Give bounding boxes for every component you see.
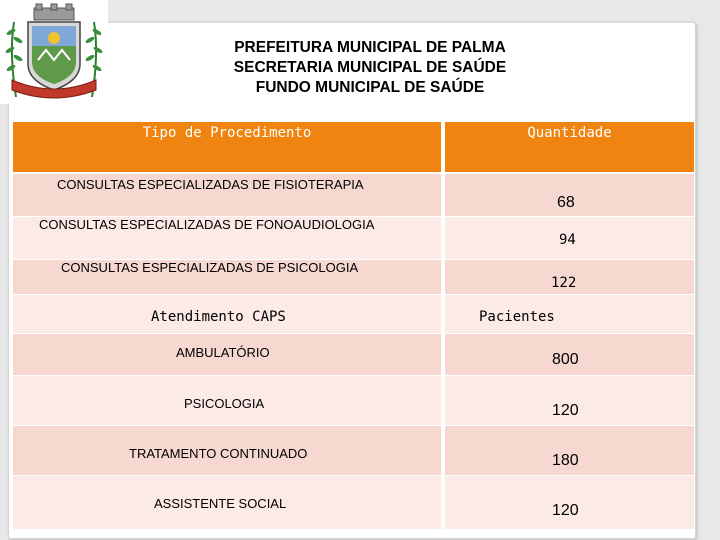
caps-service-name: TRATAMENTO CONTINUADO xyxy=(129,446,308,461)
caps-patients: 120 xyxy=(552,402,579,419)
procedure-quantity: 122 xyxy=(551,275,577,291)
caps-count-header-cell xyxy=(445,295,694,333)
table-cell-patients-2 xyxy=(445,376,694,425)
header-line-prefeitura: PREFEITURA MUNICIPAL DE PALMA xyxy=(234,39,506,56)
caps-patients: 120 xyxy=(552,502,579,519)
table-cell-patients-4 xyxy=(445,476,694,529)
table-row-caps-4 xyxy=(13,476,441,529)
procedures-table xyxy=(13,122,694,529)
procedure-name: CONSULTAS ESPECIALIZADAS DE FONOAUDIOLOGIA xyxy=(39,217,375,232)
table-cell-patients-1 xyxy=(445,334,694,375)
table-row-caps-1 xyxy=(13,334,441,375)
column-header-quantity: Quantidade xyxy=(527,125,612,141)
table-cell-quantity-1 xyxy=(445,174,694,216)
procedure-name: CONSULTAS ESPECIALIZADAS DE FISIOTERAPIA xyxy=(57,177,364,192)
caps-patients: 180 xyxy=(552,452,579,469)
table-row-caps-3 xyxy=(13,426,441,475)
caps-patients: 800 xyxy=(552,351,579,368)
caps-service-name: PSICOLOGIA xyxy=(184,396,265,411)
procedure-quantity: 68 xyxy=(557,194,575,211)
caps-service-name: AMBULATÓRIO xyxy=(176,345,270,360)
header-cell-procedure xyxy=(13,122,441,172)
caps-header-cell xyxy=(13,295,441,333)
table-cell-quantity-3 xyxy=(445,260,694,294)
table-row-procedure-1 xyxy=(13,174,441,216)
header-cell-quantity xyxy=(445,122,694,172)
table-row-procedure-2 xyxy=(13,217,441,259)
column-header-procedure: Tipo de Procedimento xyxy=(142,125,312,141)
header-line-fundo: FUNDO MUNICIPAL DE SAÚDE xyxy=(255,79,485,96)
table-row-procedure-3 xyxy=(13,260,441,294)
coat-of-arms-icon xyxy=(2,2,106,102)
caps-count-label: Pacientes xyxy=(479,309,555,325)
caps-section-label: Atendimento CAPS xyxy=(151,309,286,325)
procedure-name: CONSULTAS ESPECIALIZADAS DE PSICOLOGIA xyxy=(61,260,359,275)
procedure-quantity: 94 xyxy=(559,232,576,248)
crest-logo xyxy=(0,0,108,104)
table-cell-patients-3 xyxy=(445,426,694,475)
table-cell-quantity-2 xyxy=(445,217,694,259)
document-header xyxy=(170,38,570,98)
caps-service-name: ASSISTENTE SOCIAL xyxy=(154,496,287,511)
table-row-caps-2 xyxy=(13,376,441,425)
header-line-secretaria: SECRETARIA MUNICIPAL DE SAÚDE xyxy=(233,59,507,76)
